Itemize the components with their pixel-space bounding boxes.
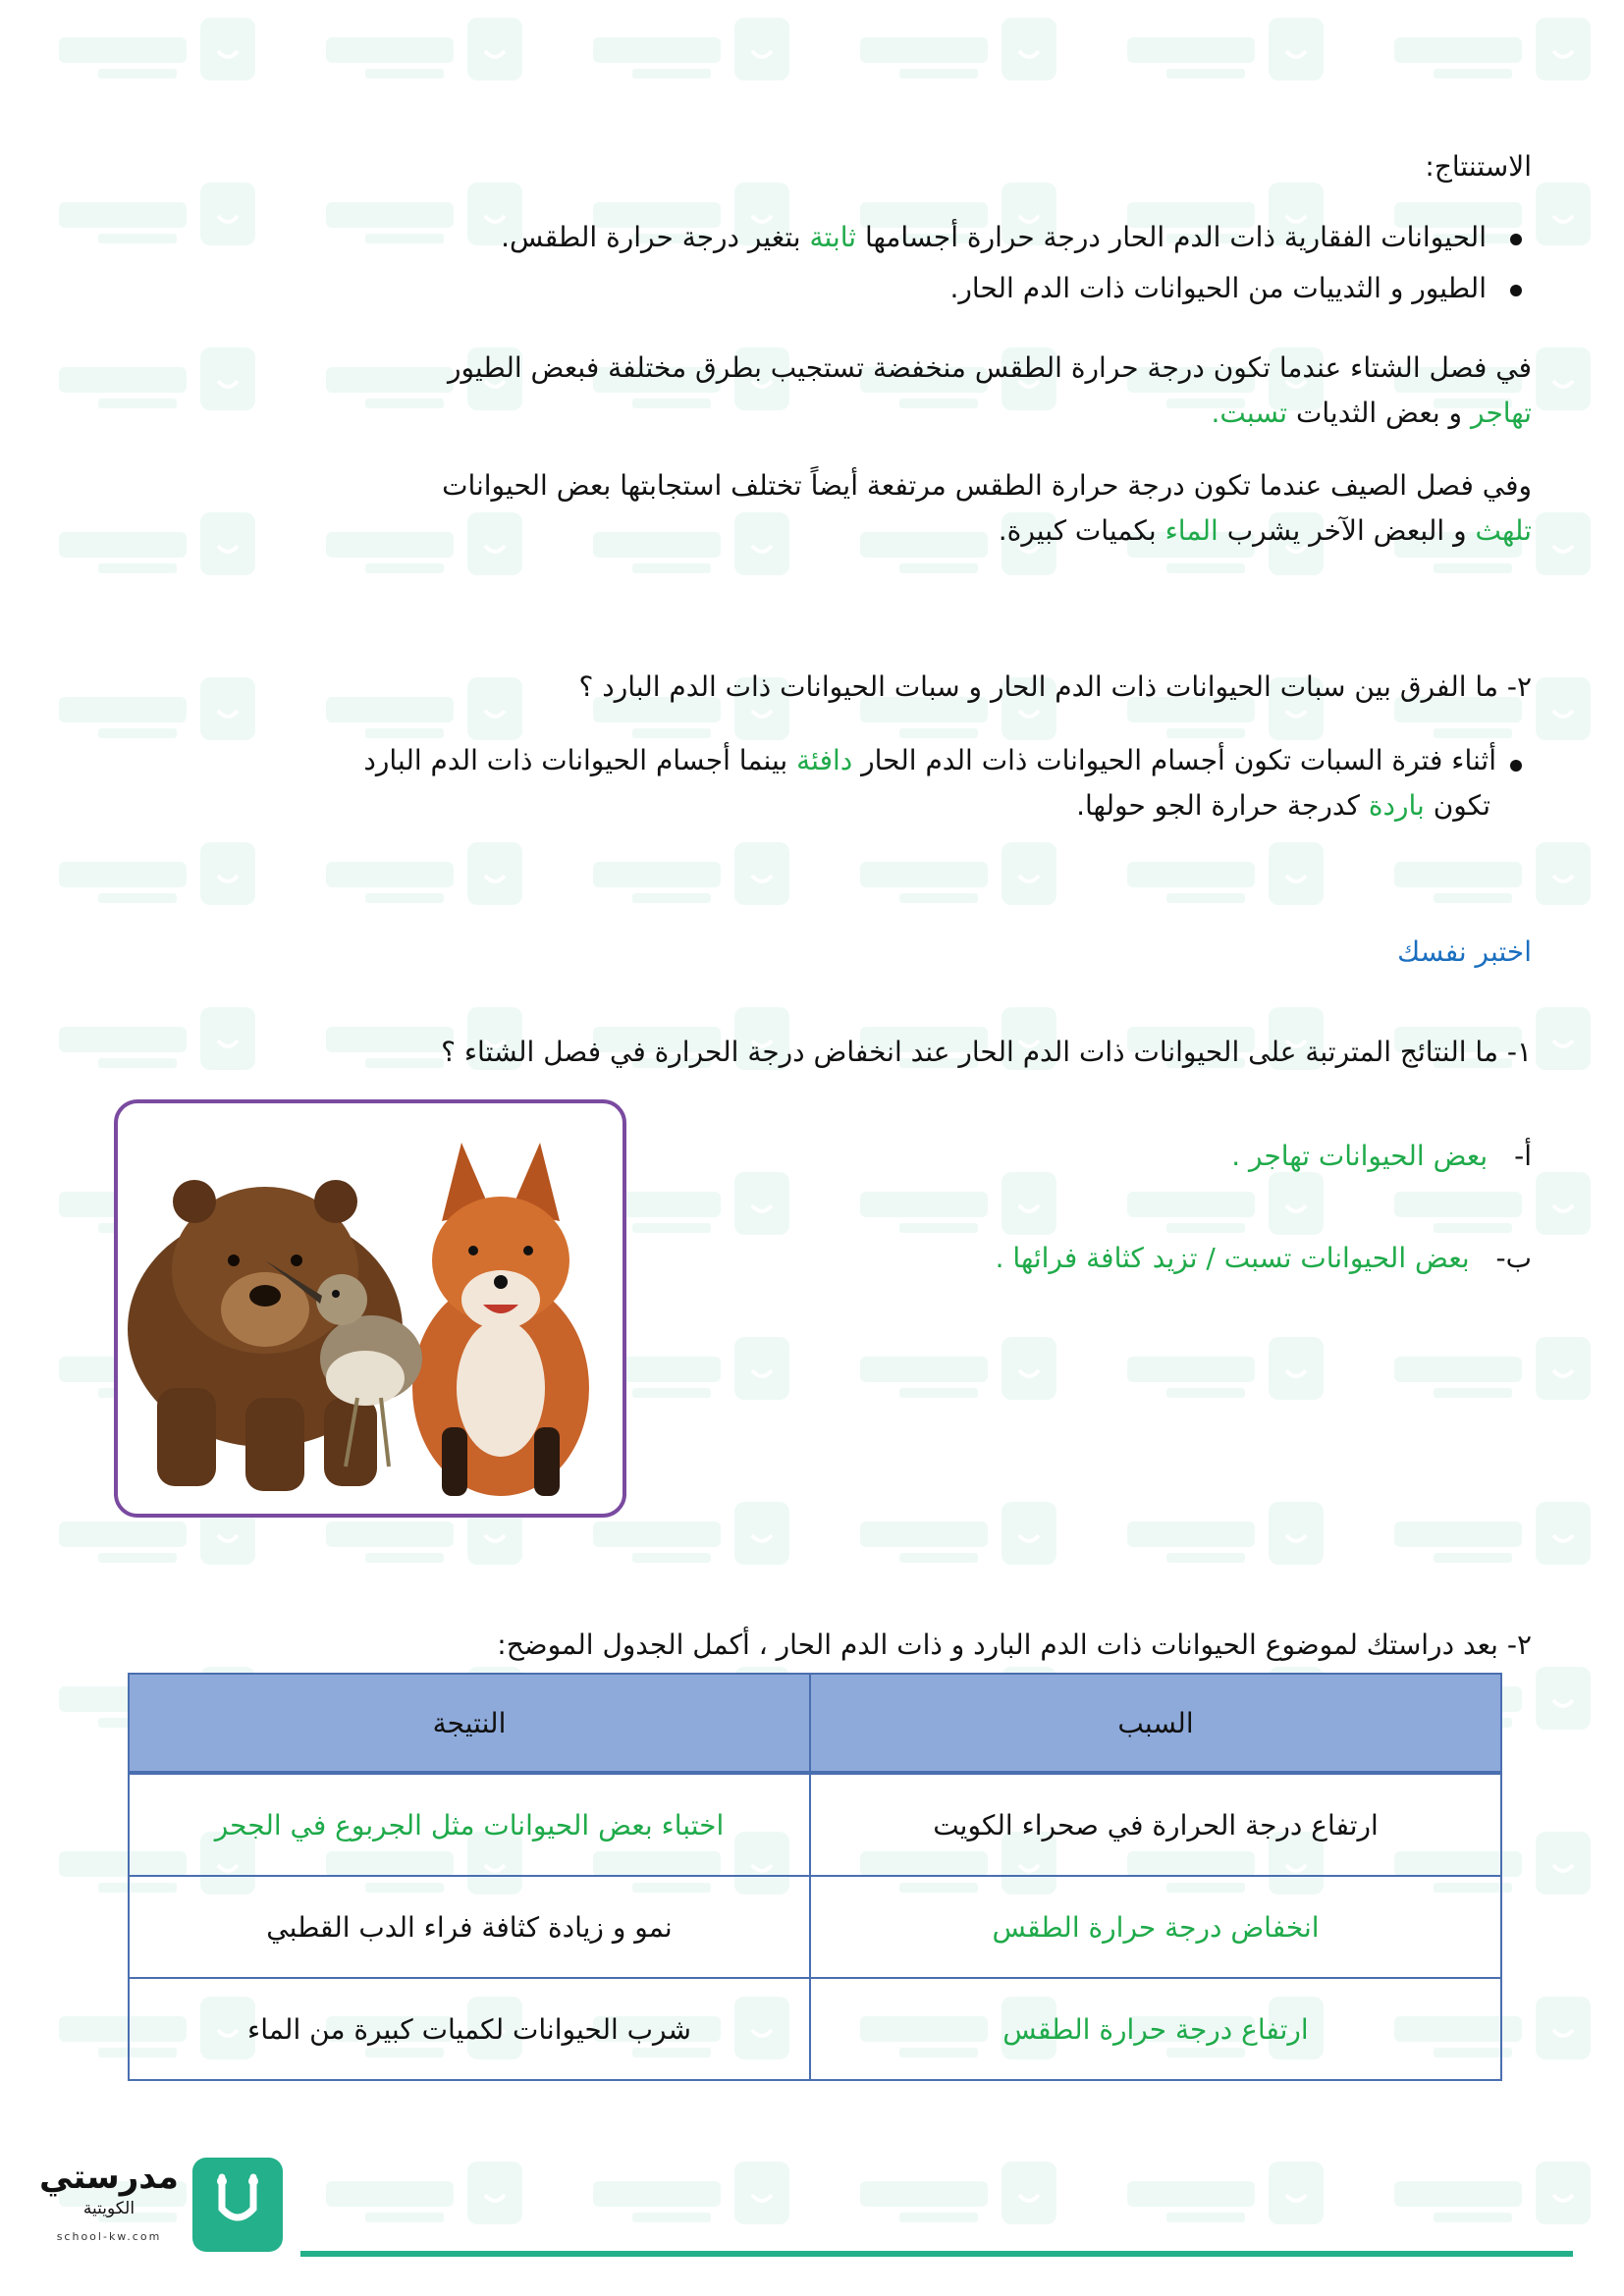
header-result: النتيجة	[129, 1674, 810, 1773]
answer-text: بعض الحيوانات تهاجر .	[1231, 1140, 1489, 1172]
answer-text: تسبت.	[1211, 397, 1288, 429]
text-line: في فصل الشتاء عندما تكون درجة حرارة الطقس منخفضة تستجيب بطرق مختلفة فبعض الطيور	[447, 351, 1532, 384]
conclusion-bullet-1	[501, 218, 1487, 257]
animals-image	[114, 1099, 626, 1518]
brand-logo-subtitle: الكويتية	[82, 2199, 135, 2218]
cause-cell: ارتفاع درجة حرارة الطقس	[810, 1978, 1501, 2080]
conclusion-heading: الاستنتاج:	[1425, 150, 1532, 183]
text-segment: كدرجة حرارة الجو حولها.	[1076, 789, 1360, 822]
answer-text: تلهث	[1475, 514, 1532, 547]
result-cell: اختباء بعض الحيوانات مثل الجربوع في الجحر	[129, 1773, 810, 1876]
bullet-icon	[1510, 234, 1522, 245]
answer-text: ثابتة	[809, 221, 857, 253]
brand-url: school-kw.com	[56, 2230, 162, 2243]
text-line: وفي فصل الصيف عندما تكون درجة حرارة الطقس مرتفعة أيضاً تختلف استجابتها بعض الحيوانات	[442, 469, 1532, 502]
table-row	[129, 1773, 1501, 1876]
text-line	[88, 391, 1532, 436]
text-segment: بكميات كبيرة.	[998, 514, 1157, 547]
text-line	[88, 508, 1532, 554]
winter-paragraph	[88, 346, 1532, 436]
conclusion-bullet-2: الطيور و الثدييات من الحيوانات ذات الدم الحار.	[949, 272, 1487, 304]
result-cell: شرب الحيوانات لكميات كبيرة من الماء	[129, 1978, 810, 2080]
table-row	[129, 1876, 1501, 1978]
table-header-row	[129, 1674, 1501, 1773]
question-winter-effects: ١- ما النتائج المترتبة على الحيوانات ذات الدم الحار عند انخفاض درجة الحرارة في فصل الشتاء ؟	[441, 1036, 1532, 1068]
cause-result-table	[128, 1673, 1502, 2081]
text-segment: أثناء فترة السبات تكون أجسام الحيوانات ذات الدم الحار	[861, 744, 1496, 776]
text-segment: و بعض الثديات	[1296, 397, 1463, 429]
answer-text: باردة	[1368, 789, 1425, 822]
text-segment: تكون	[1433, 789, 1490, 822]
text-segment: و البعض الآخر يشرب	[1226, 514, 1467, 547]
bullet-icon	[1510, 285, 1522, 296]
text-line	[102, 738, 1496, 783]
question-table-prompt: ٢- بعد دراستك لموضوع الحيوانات ذات الدم البارد و ذات الدم الحار ، أكمل الجدول الموضح:	[497, 1629, 1532, 1661]
header-cause: السبب	[810, 1674, 1501, 1773]
result-cell: نمو و زيادة كثافة فراء الدب القطبي	[129, 1876, 810, 1978]
table-row	[129, 1978, 1501, 2080]
text-segment: بتغير درجة حرارة الطقس.	[501, 221, 801, 253]
answer-text: بعض الحيوانات تسبت / تزيد كثافة فرائها .	[995, 1242, 1470, 1274]
bullet-icon	[1510, 760, 1522, 772]
answer-text: دافئة	[796, 744, 853, 776]
answer-text: تهاجر	[1471, 397, 1532, 429]
answer-a	[1231, 1137, 1532, 1176]
summer-paragraph	[88, 463, 1532, 554]
cause-cell: انخفاض درجة حرارة الطقس	[810, 1876, 1501, 1978]
cause-cell: ارتفاع درجة الحرارة في صحراء الكويت	[810, 1773, 1501, 1876]
answer-b	[996, 1239, 1532, 1278]
answer-hibernation	[102, 738, 1496, 828]
question-hibernation: ٢- ما الفرق بين سبات الحيوانات ذات الدم الحار و سبات الحيوانات ذات الدم البارد ؟	[578, 670, 1532, 703]
animals-illustration	[118, 1103, 623, 1514]
footer-divider	[300, 2251, 1573, 2257]
text-segment: بينما أجسام الحيوانات ذات الدم البارد	[363, 744, 788, 776]
brand-logo-icon	[192, 2158, 283, 2252]
text-line	[102, 783, 1496, 828]
brand-logo-text: مدرستي	[39, 2158, 179, 2197]
answer-text: الماء	[1164, 514, 1218, 547]
text-segment: الحيوانات الفقارية ذات الدم الحار درجة حرارة أجسامها	[864, 221, 1487, 253]
answer-label: أ-	[1514, 1140, 1532, 1172]
answer-label: ب-	[1495, 1242, 1532, 1274]
test-yourself-heading: اختبر نفسك	[1397, 935, 1532, 968]
